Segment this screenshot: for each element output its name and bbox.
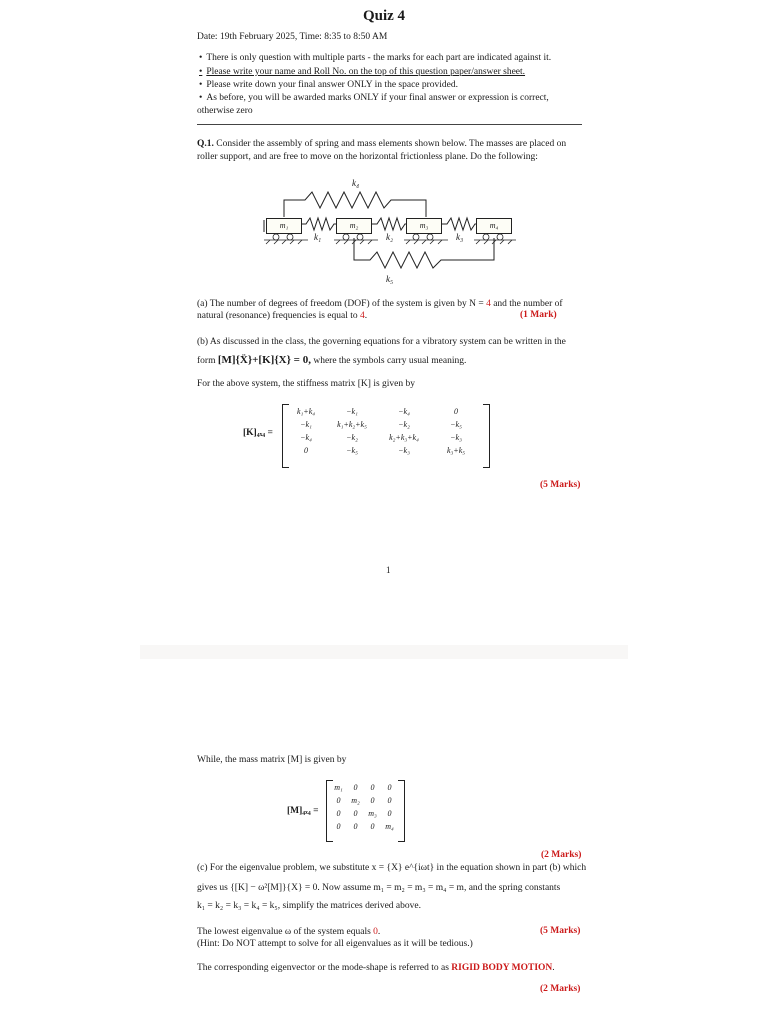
part-a-freq-answer: 4 xyxy=(360,311,365,321)
k-matrix-cell-2-1: −k₂ xyxy=(346,433,358,442)
k-matrix-cell-2-3: −k₃ xyxy=(450,433,462,442)
instruction-1: • There is only question with multiple parts - the marks for each part are indicated against it. xyxy=(199,52,551,64)
part-c-line-3: k₁ = k₂ = k₃ = k₄ = k₅, simplify the matrices derived above. xyxy=(197,901,421,911)
mass-m2: m₂ xyxy=(336,218,372,234)
label-k2: k₂ xyxy=(386,232,394,242)
k-matrix-cell-3-3: k₃+k₅ xyxy=(446,446,466,455)
m-matrix-cell-2-3: 0 xyxy=(387,809,392,818)
date-line: Date: 19th February 2025, Time: 8:35 to 8:50 AM xyxy=(197,32,388,42)
k-matrix-cell-3-0: 0 xyxy=(304,446,308,455)
mass-matrix xyxy=(330,783,398,831)
m-matrix-cell-1-3: 0 xyxy=(387,796,392,805)
page-number: 1 xyxy=(386,565,391,575)
part-b-form: form xyxy=(197,356,218,366)
question-text-1: Consider the assembly of spring and mass elements shown below. The masses are placed on xyxy=(216,139,567,149)
m-matrix-label: [M]₄ₓ₄ = xyxy=(287,806,319,816)
spring-k1 xyxy=(301,218,338,230)
m-matrix-cell-3-1: 0 xyxy=(353,822,358,831)
part-c-line-2: gives us {[K] − ω²[M]}{X} = 0. Now assume m₁ = m₂ = m₃ = m₄ = m, and the spring constants xyxy=(197,883,561,893)
rigid-body-post: . xyxy=(552,963,555,973)
m-matrix-cell-1-1: m₂ xyxy=(351,796,360,805)
k-matrix-cell-1-0: −k₁ xyxy=(300,420,312,429)
k-matrix-cell-0-3: 0 xyxy=(454,407,458,416)
part-b-meaning: where the symbols carry usual meaning. xyxy=(310,356,467,366)
m-matrix-cell-0-3: 0 xyxy=(387,783,392,792)
question-text-2: roller support, and are free to move on the horizontal frictionless plane. Do the following: xyxy=(197,152,538,162)
m-matrix-cell-3-2: 0 xyxy=(370,822,375,831)
k-matrix-bracket-right xyxy=(483,404,490,468)
lowest-eigenvalue-line xyxy=(197,926,380,938)
mass-m1: m₁ xyxy=(266,218,302,234)
k-matrix-cell-2-2: k₂+k₃+k₄ xyxy=(389,433,419,442)
spring-mass-diagram xyxy=(250,172,530,297)
part-b-line-3: For the above system, the stiffness matrix [K] is given by xyxy=(197,379,416,389)
k-matrix-cell-1-1: k₁+k₂+k₅ xyxy=(337,420,367,429)
part-a-line-2 xyxy=(197,310,367,322)
label-k1: k₁ xyxy=(314,232,322,242)
part-a-text-post: and the number of xyxy=(490,299,563,309)
part-b-line-2 xyxy=(197,354,466,367)
k-matrix-cell-0-1: −k₁ xyxy=(346,407,358,416)
k-matrix-cell-2-0: −k₄ xyxy=(300,433,312,442)
k-matrix-cell-0-0: k₁+k₄ xyxy=(296,407,316,416)
part-a-dof-answer: 4 xyxy=(486,299,491,309)
rigid-body-text: The corresponding eigenvector or the mode-shape is referred to as xyxy=(197,963,452,973)
part-c-line-1: (c) For the eigenvalue problem, we substitute x = {X} e^{iωt} in the equation shown in part (b) which xyxy=(197,863,587,873)
part-c-marks: (5 Marks) xyxy=(540,926,581,936)
rigid-body-answer: RIGID BODY MOTION xyxy=(451,963,553,973)
mass-m3: m₃ xyxy=(406,218,442,234)
page-break xyxy=(140,645,628,659)
m-matrix-cell-3-0: 0 xyxy=(336,822,341,831)
part-b2-marks: (2 Marks) xyxy=(541,850,582,860)
mass-intro: While, the mass matrix [M] is given by xyxy=(197,755,347,765)
instruction-4: • As before, you will be awarded marks ONLY if your final answer or expression is correct, xyxy=(199,92,549,104)
k-matrix-cell-1-3: −k₅ xyxy=(450,420,462,429)
hint-text: (Hint: Do NOT attempt to solve for all eigenvalues as it will be tedious.) xyxy=(197,939,473,949)
m-matrix-cell-0-1: 0 xyxy=(353,783,358,792)
rigid-body-line xyxy=(197,962,555,974)
page-title: Quiz 4 xyxy=(362,8,406,24)
separator-rule xyxy=(197,124,582,125)
k-matrix-cell-3-2: −k₃ xyxy=(398,446,410,455)
part-a-marks: (1 Mark) xyxy=(520,310,557,320)
lowest-eigenvalue-post: . xyxy=(377,927,381,937)
spring-k2 xyxy=(372,218,408,230)
governing-equation: [M]{Ẍ}+[K]{X} = 0, xyxy=(217,354,311,366)
m-matrix-cell-0-2: 0 xyxy=(370,783,375,792)
question-line-1 xyxy=(197,138,566,150)
m-matrix-cell-2-2: m₃ xyxy=(368,809,377,818)
part-b-marks: (5 Marks) xyxy=(540,480,581,490)
question-label: Q.1. xyxy=(197,139,214,149)
stiffness-matrix xyxy=(286,407,482,455)
instruction-2: • Please write your name and Roll No. on the top of this question paper/answer sheet. xyxy=(199,66,525,78)
m-matrix-cell-3-3: m₄ xyxy=(385,822,394,831)
k-matrix-label: [K]₄ₓ₄ = xyxy=(243,428,273,438)
mass-m4: m₄ xyxy=(476,218,512,234)
part-a-text-2-post: . xyxy=(364,311,368,321)
spring-k4 xyxy=(284,192,426,217)
lowest-eigenvalue-text: The lowest eigenvalue ω of the system equals xyxy=(197,927,374,937)
m-matrix-cell-2-0: 0 xyxy=(336,809,341,818)
part-a-text-2: natural (resonance) frequencies is equal to xyxy=(197,311,361,321)
m-matrix-cell-1-2: 0 xyxy=(370,796,375,805)
label-k4: k₄ xyxy=(352,178,360,188)
lowest-eigenvalue-answer: 0 xyxy=(373,927,378,937)
m-matrix-cell-2-1: 0 xyxy=(353,809,358,818)
part-b-line-1: (b) As discussed in the class, the governing equations for a vibratory system can be written in the xyxy=(197,337,566,347)
label-k5: k₅ xyxy=(386,274,394,284)
m-matrix-cell-0-0: m₁ xyxy=(334,783,343,792)
label-k3: k₃ xyxy=(456,232,464,242)
spring-k3 xyxy=(442,218,480,230)
m-matrix-cell-1-0: 0 xyxy=(336,796,341,805)
final-marks: (2 Marks) xyxy=(540,984,581,994)
instruction-tail: otherwise zero xyxy=(197,106,253,116)
part-a-line-1 xyxy=(197,298,563,310)
k-matrix-cell-1-2: −k₂ xyxy=(398,420,410,429)
k-matrix-cell-0-2: −k₄ xyxy=(398,407,410,416)
part-a-text: (a) The number of degrees of freedom (DOF) of the system is given by N = xyxy=(197,299,487,309)
m-matrix-bracket-right xyxy=(398,780,405,842)
instruction-3: • Please write down your final answer ONLY in the space provided. xyxy=(199,79,458,91)
k-matrix-cell-3-1: −k₅ xyxy=(346,446,358,455)
